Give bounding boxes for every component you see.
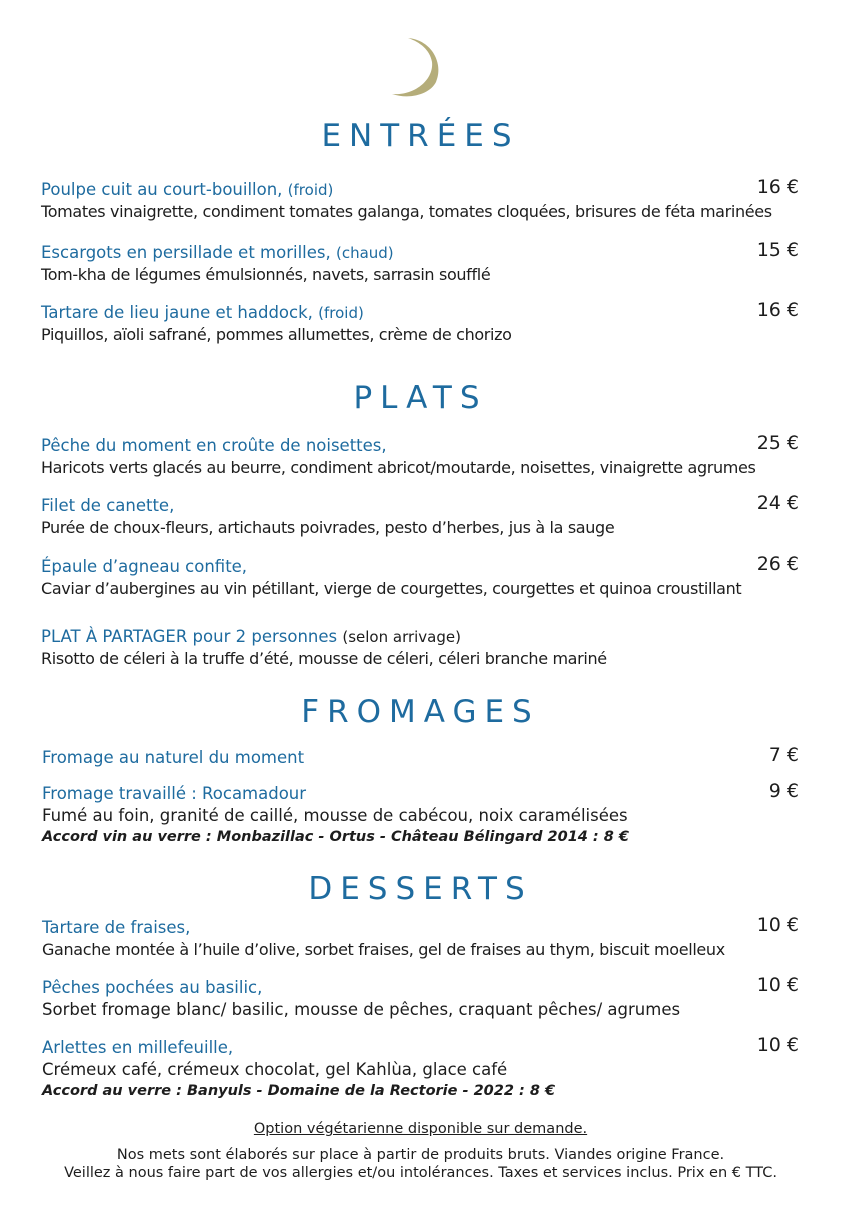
dish-description: Caviar d’aubergines au vin pétillant, vierge de courgettes, courgettes et quinoa croustillant: [41, 579, 742, 598]
dish-name: Tartare de lieu jaune et haddock, (froid): [41, 303, 364, 322]
wine-pairing: Accord au verre : Banyuls - Domaine de la Rectorie - 2022 : 8 €: [42, 1083, 556, 1099]
section-title-entrees: ENTRÉES: [321, 118, 520, 154]
dish-name: Fromage travaillé : Rocamadour: [42, 784, 307, 803]
wine-pairing: Accord vin au verre : Monbazillac - Ortus - Château Bélingard 2014 : 8 €: [42, 829, 630, 845]
dish-name: Arlettes en millefeuille,: [42, 1038, 234, 1057]
footer-line-2: Veillez à nous faire part de vos allergies et/ou intolérances. Taxes et services inclus. Prix en € TTC.: [64, 1165, 777, 1181]
dish-description: Ganache montée à l’huile d’olive, sorbet fraises, gel de fraises au thym, biscuit moelleux: [42, 940, 725, 959]
menu-item: [42, 780, 799, 847]
dish-description: Risotto de céleri à la truffe d’été, mousse de céleri, céleri branche mariné: [41, 649, 607, 668]
dish-name: PLAT À PARTAGER pour 2 personnes (selon arrivage): [41, 627, 461, 646]
dish-name: Pêches pochées au basilic,: [42, 978, 263, 997]
dish-price: 16 €: [756, 176, 799, 198]
menu-item: [42, 974, 799, 1021]
dish-price: 15 €: [756, 239, 799, 261]
menu-item: [41, 553, 799, 600]
menu-item: [41, 626, 799, 670]
dish-price: 10 €: [756, 1034, 799, 1056]
dish-description: Tomates vinaigrette, condiment tomates galanga, tomates cloquées, brisures de féta marinées: [41, 202, 772, 221]
dish-description: Haricots verts glacés au beurre, condiment abricot/moutarde, noisettes, vinaigrette agrumes: [41, 458, 756, 477]
section-title-plats: PLATS: [353, 380, 488, 416]
dish-description: Crémeux café, crémeux chocolat, gel Kahlùa, glace café: [42, 1060, 508, 1079]
dish-price: 9 €: [768, 780, 799, 802]
dish-description: Piquillos, aïoli safrané, pommes allumettes, crème de chorizo: [41, 325, 512, 344]
dish-description: Fumé au foin, granité de caillé, mousse de cabécou, noix caramélisées: [42, 806, 628, 825]
menu-item: [42, 1034, 799, 1101]
dish-price: 26 €: [756, 553, 799, 575]
dish-price: 10 €: [756, 974, 799, 996]
dish-name: Fromage au naturel du moment: [42, 748, 305, 767]
dish-name: Poulpe cuit au court-bouillon, (froid): [41, 180, 334, 199]
menu-item: [42, 744, 799, 769]
menu-item: [42, 914, 799, 961]
menu-item: [41, 299, 799, 346]
vegetarian-note: Option végétarienne disponible sur demande.: [253, 1121, 588, 1137]
dish-name: Escargots en persillade et morilles, (chaud): [41, 243, 394, 262]
section-title-desserts: DESSERTS: [308, 871, 533, 907]
dish-price: 25 €: [756, 432, 799, 454]
dish-description: Sorbet fromage blanc/ basilic, mousse de pêches, craquant pêches/ agrumes: [42, 1000, 681, 1019]
dish-description: Purée de choux-fleurs, artichauts poivrades, pesto d’herbes, jus à la sauge: [41, 518, 615, 537]
dish-price: 10 €: [756, 914, 799, 936]
dish-name: Épaule d’agneau confite,: [41, 557, 248, 576]
crescent-moon-icon: [380, 34, 450, 100]
section-title-fromages: FROMAGES: [301, 694, 540, 730]
menu-item: [41, 432, 799, 479]
dish-name: Filet de canette,: [41, 496, 175, 515]
menu-item: [41, 239, 799, 286]
menu-item: [41, 492, 799, 539]
dish-price: 16 €: [756, 299, 799, 321]
dish-price: 7 €: [768, 744, 799, 766]
dish-price: 24 €: [756, 492, 799, 514]
dish-name: Tartare de fraises,: [42, 918, 191, 937]
footer-line-1: Nos mets sont élaborés sur place à partir de produits bruts. Viandes origine France.: [116, 1147, 725, 1163]
dish-name: Pêche du moment en croûte de noisettes,: [41, 436, 387, 455]
dish-description: Tom-kha de légumes émulsionnés, navets, sarrasin soufflé: [41, 265, 491, 284]
menu-item: [41, 176, 799, 223]
